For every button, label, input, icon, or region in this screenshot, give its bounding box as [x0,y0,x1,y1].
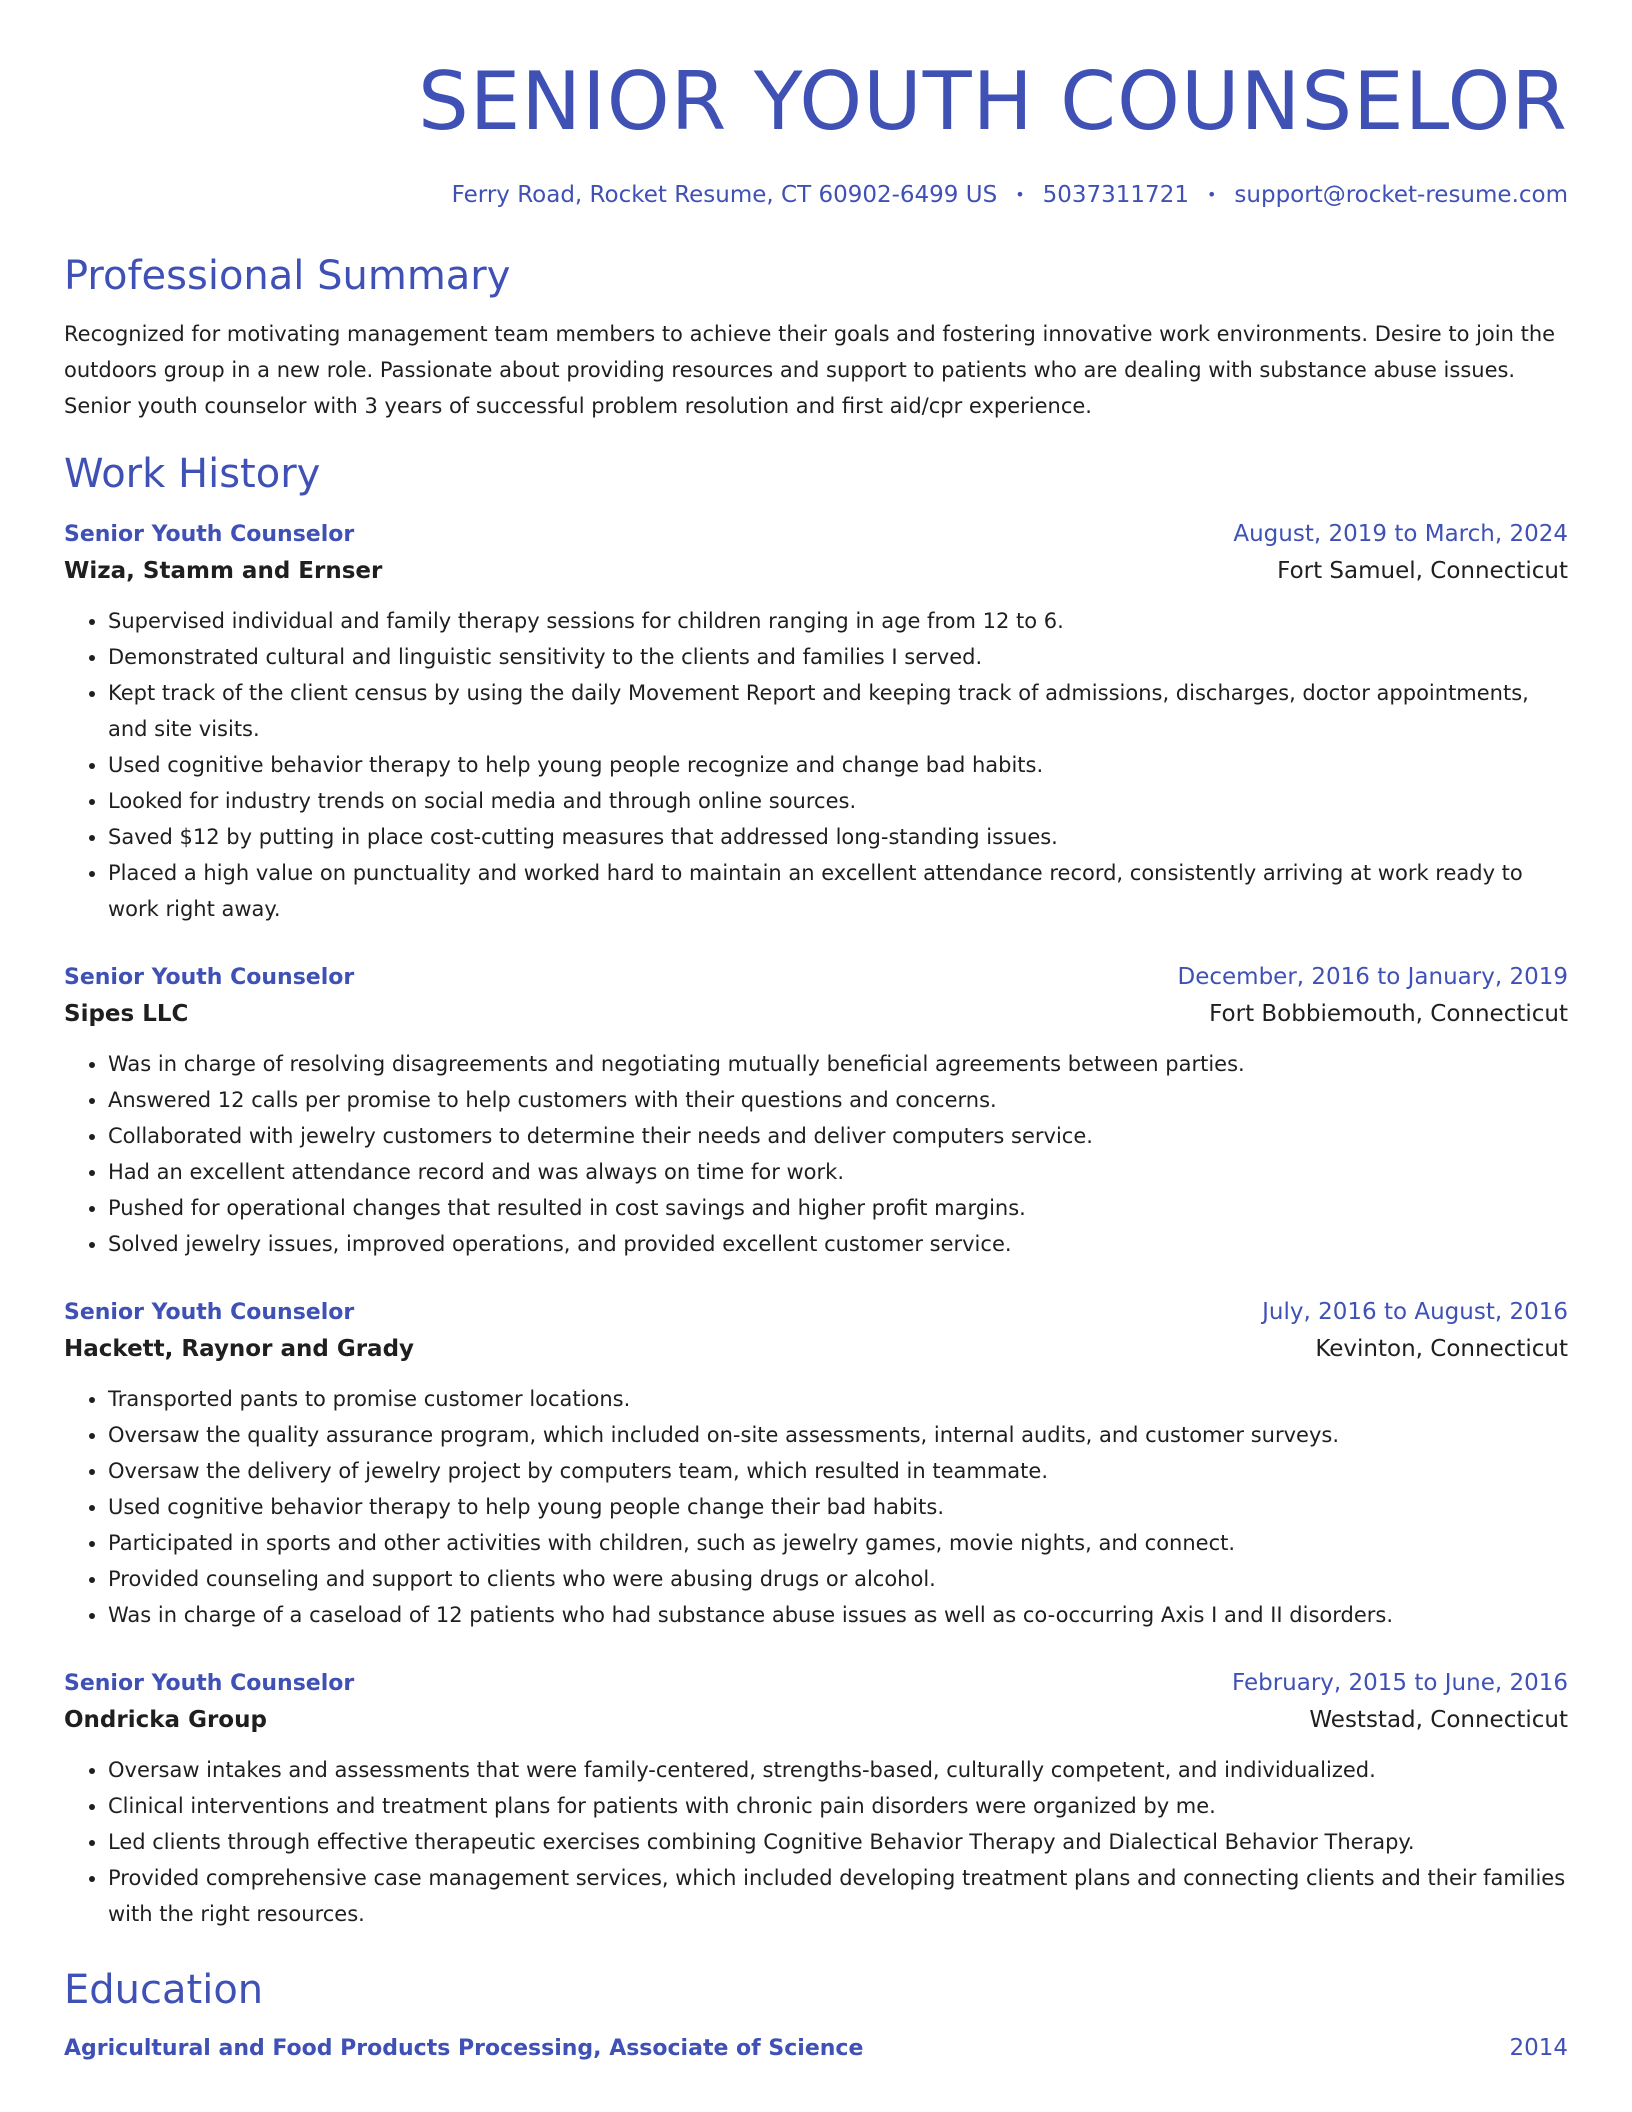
job-bullets [64,1046,1568,1262]
job-dates: August, 2019 to March, 2024 [1233,521,1568,547]
job-bullet: • Pushed for operational changes that resulted in cost savings and higher profit margins. [108,1190,1568,1226]
contact-address: Ferry Road, Rocket Resume, CT 60902-6499 US [451,182,998,208]
resume-title: SENIOR YOUTH COUNSELOR [417,55,1568,148]
job-bullet: • Used cognitive behavior therapy to help young people change their bad habits. [108,1489,1568,1525]
job-title: Senior Youth Counselor [64,522,355,547]
job-bullet: • Provided counseling and support to clients who were abusing drugs or alcohol. [108,1561,1568,1597]
job-bullet: • Was in charge of a caseload of 12 patients who had substance abuse issues as well as co-occurring Axis I and II disorders. [108,1597,1568,1633]
contact-email: support@rocket-resume.com [1234,182,1568,208]
education-entry [64,2032,1568,2065]
job-bullet: • Had an excellent attendance record and was always on time for work. [108,1154,1568,1190]
contact-separator: • [1015,185,1025,204]
job-bullet: • Transported pants to promise customer locations. [108,1381,1568,1417]
job-bullet: • Used cognitive behavior therapy to help young people recognize and change bad habits. [108,747,1568,783]
job-bullet: • Looked for industry trends on social media and through online sources. [108,783,1568,819]
job-bullet: • Solved jewelry issues, improved operations, and provided excellent customer service. [108,1226,1568,1262]
job-entry [64,518,1568,927]
job-bullet: • Demonstrated cultural and linguistic sensitivity to the clients and families I served. [108,639,1568,675]
job-bullets [64,1752,1568,1932]
job-bullet: • Oversaw the delivery of jewelry project by computers team, which resulted in teammate. [108,1453,1568,1489]
job-dates: February, 2015 to June, 2016 [1231,1670,1568,1696]
job-location: Fort Samuel, Connecticut [1277,558,1568,584]
job-company: Hackett, Raynor and Grady [64,1336,415,1362]
job-company: Ondricka Group [64,1707,267,1733]
job-bullet: • Placed a high value on punctuality and worked hard to maintain an excellent attendance record, consistently arriving at work ready to work right away. [108,855,1568,927]
job-dates: July, 2016 to August, 2016 [1262,1299,1568,1325]
job-bullet: • Was in charge of resolving disagreements and negotiating mutually beneficial agreements between parties. [108,1046,1568,1082]
job-title: Senior Youth Counselor [64,965,355,990]
job-bullet: • Answered 12 calls per promise to help customers with their questions and concerns. [108,1082,1568,1118]
job-entry [64,961,1568,1262]
job-dates: December, 2016 to January, 2019 [1177,964,1568,990]
job-bullet: • Kept track of the client census by using the daily Movement Report and keeping track of admissions, discharges, doctor appointments, and site visits. [108,675,1568,747]
contact-line [64,180,1568,210]
job-bullet: • Provided comprehensive case management services, which included developing treatment plans and connecting clients and their families with the right resources. [108,1860,1568,1932]
job-location: Fort Bobbiemouth, Connecticut [1209,1001,1568,1027]
job-list [64,518,1568,1932]
job-company: Wiza, Stamm and Ernser [64,558,383,584]
job-bullet: • Clinical interventions and treatment plans for patients with chronic pain disorders were organized by me. [108,1788,1568,1824]
contact-separator: • [1206,185,1217,204]
summary-text: Recognized for motivating management team members to achieve their goals and fostering innovative work environments. Desire to join the outdoors group in a new role. Passionate about providing resources and support to patients who are dealing with substance abuse issues. Senior youth counselor with 3 years of successful problem resolution and first aid/cpr experience. [64,322,1556,418]
job-title: Senior Youth Counselor [64,1671,355,1696]
resume-page [64,0,1568,2112]
job-location: Kevinton, Connecticut [1315,1336,1568,1362]
contact-phone: 5037311721 [1042,182,1189,208]
job-entry [64,1296,1568,1633]
job-bullet: • Saved $12 by putting in place cost-cutting measures that addressed long-standing issues. [108,819,1568,855]
job-bullet: • Oversaw intakes and assessments that were family-centered, strengths-based, culturally competent, and individualized. [108,1752,1568,1788]
education-year: 2014 [1509,2035,1568,2061]
work-history-heading: Work History [64,451,321,497]
job-entry [64,1667,1568,1932]
job-bullets [64,603,1568,927]
job-bullet: • Supervised individual and family therapy sessions for children ranging in age from 12 to 6. [108,603,1568,639]
education-degree: Agricultural and Food Products Processing, Associate of Science [64,2036,864,2061]
job-bullet: • Led clients through effective therapeutic exercises combining Cognitive Behavior Therapy and Dialectical Behavior Therapy. [108,1824,1568,1860]
job-bullet: • Oversaw the quality assurance program, which included on-site assessments, internal audits, and customer surveys. [108,1417,1568,1453]
education-heading: Education [64,1967,264,2013]
job-bullet: • Participated in sports and other activities with children, such as jewelry games, movie nights, and connect. [108,1525,1568,1561]
summary-heading: Professional Summary [64,253,511,299]
job-bullet: • Collaborated with jewelry customers to determine their needs and deliver computers service. [108,1118,1568,1154]
job-company: Sipes LLC [64,1001,189,1027]
job-title: Senior Youth Counselor [64,1300,355,1325]
job-bullets [64,1381,1568,1633]
job-location: Weststad, Connecticut [1309,1707,1568,1733]
